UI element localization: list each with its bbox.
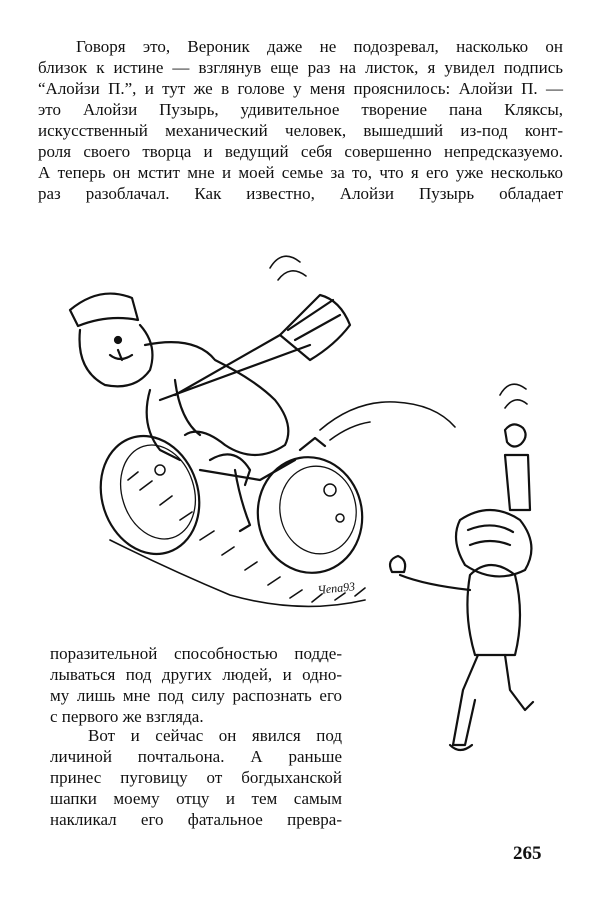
text-line: “Алойзи П.”, и тут же в голове у меня прояснилось: Алойзи П. —	[38, 79, 563, 98]
text-line: накликал его фатальное превра-	[50, 810, 342, 829]
text-line: близок к истине — взглянув еще раз на листок, я увидел подпись	[38, 58, 563, 77]
motion-arc	[320, 402, 455, 440]
text-line: Говоря это, Вероник даже не подозревал, насколько он	[76, 37, 563, 56]
text-line: му лишь мне под силу распознать его	[50, 686, 342, 705]
text-line: шапки моему отцу и тем самым	[50, 789, 342, 808]
text-line: роля своего творца и ведущий себя совершенно непредсказуемо.	[38, 142, 563, 161]
text-line: поразительной способностью подде-	[50, 644, 342, 663]
boy-figure	[390, 424, 533, 750]
text-line: принес пуговицу от богдыханской	[50, 768, 342, 787]
text-line: личиной почтальона. А раньше	[50, 747, 342, 766]
text-line: это Алойзи Пузырь, удивительное творение пана Кляксы,	[38, 100, 563, 119]
page-number: 265	[513, 843, 542, 864]
postman-figure	[70, 294, 350, 531]
paragraph-3	[50, 725, 342, 830]
text-line: А теперь он мстит мне и моей семье за то, что я его уже несколько	[38, 163, 563, 182]
illustration-signature: Чепа93	[316, 579, 356, 597]
text-line: искусственный механический человек, вышедший из-под конт-	[38, 121, 563, 140]
text-line: раз разоблачал. Как известно, Алойзи Пузырь обладает	[38, 184, 563, 203]
text-line: Вот и сейчас он явился под	[88, 726, 342, 745]
text-line: с первого же взгляда.	[50, 707, 204, 726]
paragraph-2	[50, 643, 342, 727]
text-line: лываться под других людей, и одно-	[50, 665, 342, 684]
